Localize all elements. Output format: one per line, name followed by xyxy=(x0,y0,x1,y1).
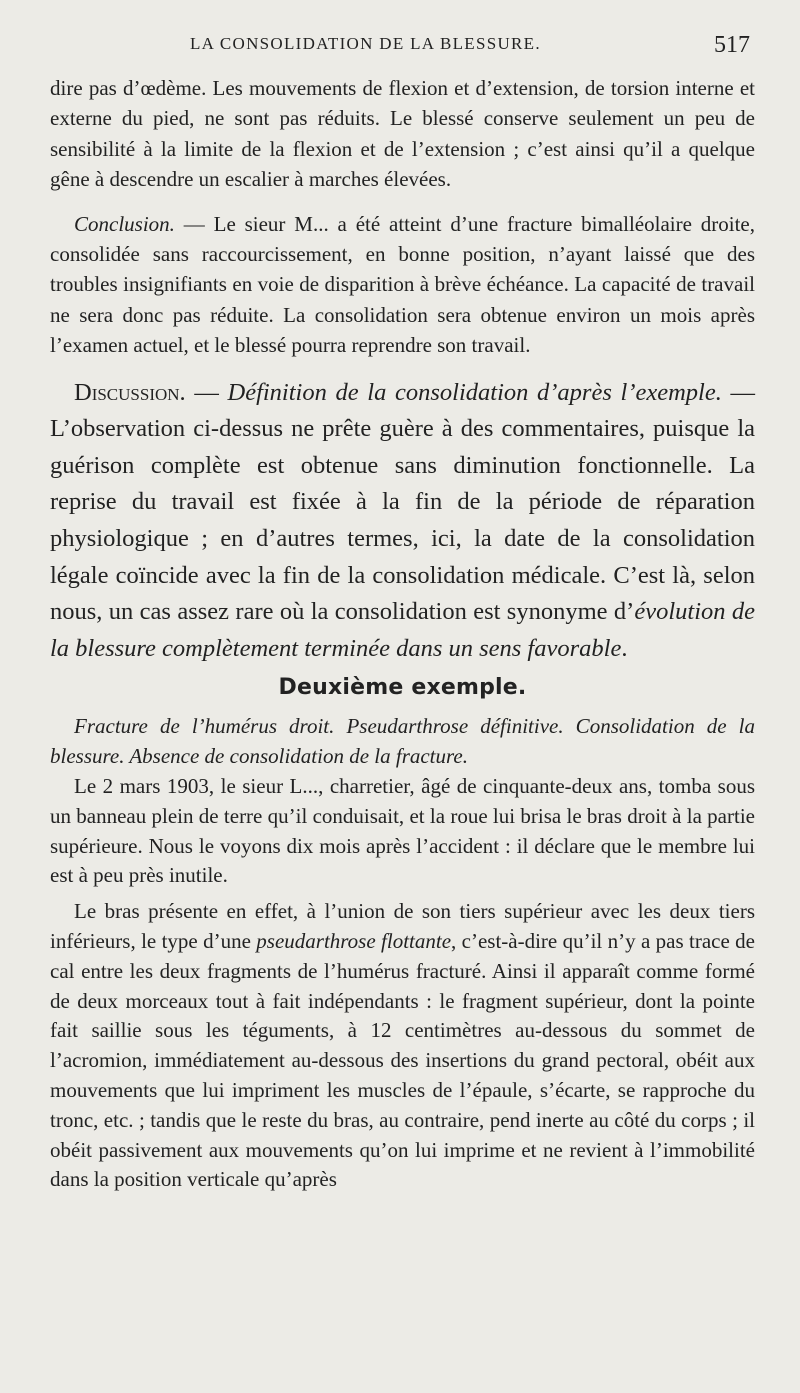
section-heading: Deuxième exemple. xyxy=(278,675,527,701)
discussion-section xyxy=(50,375,755,668)
case-paragraph-1: Le 2 mars 1903, le sieur L..., charretier, âgé de cinquante-deux ans, tomba sous un banneau plein de terre qu’il conduisait, et la roue lui brisa le bras droit à la partie supérieure. Nous le voyons dix mois après l’accident : il déclare que le membre lui est à peu près inutile. xyxy=(50,774,755,888)
conclusion-text: — Le sieur M... a été atteint d’une fracture bimalléolaire droite, consolidée sans raccourcissement, en bonne position, n’ayant laissé que des troubles insignifiants en voie de disparition à brève échéance. La capacité de travail ne sera donc pas réduite. La consolidation sera obtenue environ un mois après l’examen actuel, et le blessé pourra reprendre son travail. xyxy=(50,211,755,358)
conclusion-lead: Conclusion. xyxy=(74,211,175,236)
case-paragraph-2 xyxy=(50,897,755,1195)
small-type-section xyxy=(50,73,755,361)
conclusion-paragraph xyxy=(50,209,755,361)
case-p2-text-b: , c’est-à-dire qu’il n’y a pas trace de cal entre les deux fragments de l’humérus fracturé. Ainsi il apparaît comme formé de deux morceaux tout à fait indépendants : le fragment supérieur, dont la pointe fait saillie sous les téguments, à 12 centimètres au-dessous du sommet de l’acromion, immédiatement au-dessous des insertions du grand pectoral, obéit aux mouvements que lui impriment les muscles de l’épaule, s’écarte, se rapproche du tronc, etc. ; tandis que le reste du bras, au contraire, pend inerte au côté du corps ; il obéit passivement aux mouvements qu’on lui imprime et ne revient à l’immobilité dans la position verticale qu’après xyxy=(50,928,755,1192)
case-p2-text-a: Le bras présente en effet, à l’union de son tiers supérieur avec les deux tiers inférieurs, le type d’une xyxy=(50,899,755,953)
paragraph-continuation: dire pas d’œdème. Les mouvements de flexion et d’extension, de torsion interne et externe du pied, ne sont pas réduits. Le blessé conserve seulement un peu de sensibilité à la limite de la flexion et de l’extension ; c’est ainsi qu’il a quelque gêne à descendre un escalier à marches élevées. xyxy=(50,76,755,192)
discussion-text: — L’observation ci-dessus ne prête guère à des commentaires, puisque la guérison complète est obtenue sans diminution fonctionnelle. La reprise du travail est fixée à la fin de la période de réparation physiologique ; en d’autres termes, ici, la date de la consolidation légale coïncide avec la fin de la consolidation médicale. C’est là, selon nous, un cas assez rare où la consolidation est synonyme xyxy=(50,378,756,626)
example-two-section xyxy=(50,675,755,1195)
discussion-end: . xyxy=(621,634,628,662)
discussion-label: Discussion. xyxy=(74,378,186,406)
discussion-dash: — xyxy=(185,378,228,406)
page-body xyxy=(50,73,755,1195)
discussion-prefix: d’ xyxy=(613,598,635,626)
discussion-italic-end: évolution de la blessure complètement terminée dans un sens favorable xyxy=(50,598,756,662)
case-p2-italic: pseudarthrose flottante xyxy=(256,928,452,953)
page-header xyxy=(0,32,800,68)
running-title: LA CONSOLIDATION DE LA BLESSURE. xyxy=(190,34,541,53)
discussion-paragraph xyxy=(50,375,755,668)
page-number: 517 xyxy=(714,32,750,58)
discussion-title: Définition de la consolidation d’après l’exemple. xyxy=(227,378,722,406)
case-summary: Fracture de l’humérus droit. Pseudarthrose définitive. Consolidation de la blessure. Absence de consolidation de la fracture. xyxy=(50,714,755,769)
